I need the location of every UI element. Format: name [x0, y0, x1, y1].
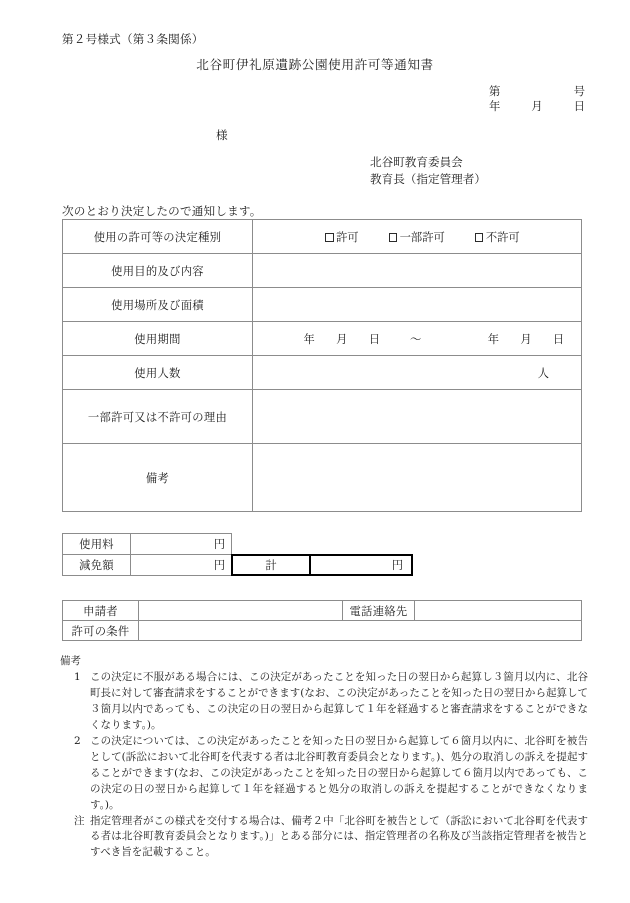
period-line	[259, 331, 575, 347]
decision-option-group	[259, 229, 575, 245]
checkbox-label-partial-permit: 一部許可	[399, 230, 445, 244]
row-value-usage-fee[interactable]: 円	[131, 534, 232, 555]
notes-title: 備考	[60, 655, 81, 667]
document-date-line	[489, 98, 585, 114]
row-label-period: 使用期間	[63, 322, 253, 356]
note-text-2: この決定については、この決定があったことを知った日の翌日から起算して６箇月以内に、北谷町を被告として(訴訟において北谷町を代表する者は北谷町教育委員会となります。)、処分の取消しの訴えを提起することができます(なお、この決定があったことを知った日の翌日から起算して６箇月以内であっても、この決定の日の翌日から起算して１年を経過すると処分の取消しの訴えを提起することができなくなります。)。	[90, 734, 588, 811]
period-start-day-label: 日	[368, 332, 381, 346]
checkbox-icon[interactable]	[325, 233, 334, 242]
row-label-people-count: 使用人数	[63, 356, 253, 390]
addressee-honorific: 様	[216, 128, 228, 142]
issuer-role: 教育長（指定管理者）	[370, 172, 486, 186]
row-label-applicant: 申請者	[63, 601, 139, 621]
row-value-decision-type	[253, 220, 582, 254]
table-row-period	[63, 322, 582, 356]
date-month-label: 月	[531, 99, 543, 113]
total-label: 計	[233, 556, 311, 574]
row-label-telephone: 電話連絡先	[343, 601, 415, 621]
table-row-applicant	[63, 601, 582, 621]
row-value-telephone[interactable]	[415, 601, 582, 621]
document-number-suffix: 号	[573, 84, 585, 98]
row-label-reduction: 減免額	[63, 555, 131, 576]
document-number-line	[489, 83, 585, 99]
checkbox-option-partial-permit[interactable]	[389, 229, 445, 245]
table-row-reason	[63, 390, 582, 444]
row-label-usage-fee: 使用料	[63, 534, 131, 555]
row-label-decision-type: 使用の許可等の決定種別	[63, 220, 253, 254]
period-start-year-label: 年	[303, 332, 316, 346]
row-value-period[interactable]	[253, 322, 582, 356]
row-label-remarks: 備考	[63, 444, 253, 512]
checkbox-label-deny: 不許可	[485, 230, 520, 244]
notes-section	[60, 654, 588, 861]
table-row-purpose	[63, 254, 582, 288]
row-value-people-count[interactable]	[253, 356, 582, 390]
note-text-1: この決定に不服がある場合には、この決定があったことを知った日の翌日から起算し３箇月以内に、北谷町長に対して審査請求をすることができます(なお、この決定があったことを知った日の翌日から起算して３箇月以内であっても、この決定の日の翌日から起算して１年を経過すると審査請求をすることができなくなります。)。	[90, 670, 588, 731]
date-day-label: 日	[573, 99, 585, 113]
note-marker-3: 注	[74, 814, 85, 827]
row-label-location-area: 使用場所及び面積	[63, 288, 253, 322]
row-label-reason: 一部許可又は不許可の理由	[63, 390, 253, 444]
row-value-purpose[interactable]	[253, 254, 582, 288]
total-amount-box	[231, 554, 413, 576]
checkbox-option-permit[interactable]	[325, 229, 359, 245]
period-end-year-label: 年	[487, 332, 500, 346]
row-value-reduction[interactable]: 円	[131, 555, 232, 576]
table-row-location-area	[63, 288, 582, 322]
decision-table	[62, 219, 582, 512]
table-row-condition	[63, 621, 582, 641]
note-item-1	[60, 670, 588, 734]
row-value-applicant[interactable]	[139, 601, 343, 621]
period-start-month-label: 月	[336, 332, 348, 346]
checkbox-icon[interactable]	[389, 233, 398, 242]
document-number-prefix: 第	[489, 84, 501, 98]
form-code: 第２号様式（第３条関係）	[62, 32, 204, 46]
checkbox-icon[interactable]	[475, 233, 484, 242]
row-value-reason[interactable]	[253, 390, 582, 444]
note-item-2	[60, 734, 588, 814]
period-separator: ～	[410, 332, 422, 346]
row-label-condition: 許可の条件	[63, 621, 139, 641]
row-label-purpose: 使用目的及び内容	[63, 254, 253, 288]
table-row-decision-type	[63, 220, 582, 254]
fee-table	[62, 533, 232, 576]
table-row-people-count	[63, 356, 582, 390]
note-item-3	[60, 814, 588, 862]
note-marker-2: 2	[74, 734, 81, 747]
row-value-condition[interactable]	[139, 621, 582, 641]
total-value[interactable]: 円	[391, 559, 403, 572]
note-marker-1: 1	[74, 670, 81, 683]
period-end-month-label: 月	[520, 332, 532, 346]
people-unit-label: 人	[537, 366, 549, 380]
table-row-reduction	[63, 555, 232, 576]
date-year-label: 年	[489, 99, 501, 113]
table-row-remarks	[63, 444, 582, 512]
row-value-remarks[interactable]	[253, 444, 582, 512]
document-title: 北谷町伊礼原遺跡公園使用許可等通知書	[196, 57, 434, 72]
checkbox-label-permit: 許可	[336, 230, 359, 244]
note-text-3: 指定管理者がこの様式を交付する場合は、備考２中「北谷町を被告として（訴訟において北谷町を代表する者は北谷町教育委員会となります。)」とある部分には、指定管理者の名称及び当該指定管理者を被告とすべき旨を記載すること。	[90, 814, 588, 859]
lead-text: 次のとおり決定したので通知します。	[62, 204, 262, 218]
applicant-table	[62, 600, 582, 641]
checkbox-option-deny[interactable]	[475, 229, 520, 245]
issuer-organization: 北谷町教育委員会	[370, 155, 463, 169]
row-value-location-area[interactable]	[253, 288, 582, 322]
table-row-usage-fee	[63, 534, 232, 555]
period-end-day-label: 日	[552, 332, 565, 346]
